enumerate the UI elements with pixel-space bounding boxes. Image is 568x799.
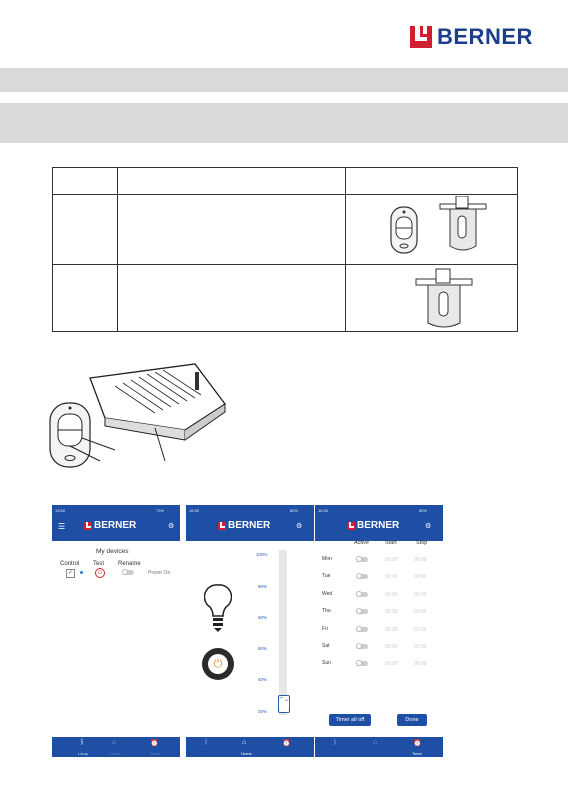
day-label: Sat — [322, 643, 330, 649]
app-header — [315, 505, 443, 541]
settings-gear-icon[interactable]: ⚙ — [168, 523, 175, 530]
day-label: Fri — [322, 625, 328, 632]
level-20: 20% — [258, 709, 268, 714]
brand-mark-icon — [218, 522, 226, 530]
device-illustration — [45, 358, 245, 468]
app-brand — [347, 520, 399, 531]
active-toggle[interactable] — [356, 661, 368, 666]
bluetooth-icon[interactable]: ᛒ — [333, 739, 338, 746]
start-time[interactable]: 00:00 — [385, 591, 398, 598]
rename-toggle[interactable] — [122, 570, 134, 575]
day-label: Sun — [322, 660, 331, 667]
level-60: 60% — [258, 615, 268, 620]
bluetooth-icon[interactable]: ᛒ — [80, 739, 85, 746]
power-button[interactable] — [202, 648, 234, 680]
col-active: Active — [354, 540, 369, 546]
slider-handle[interactable]: ⌃⌄ — [278, 695, 290, 713]
col-rename: Rename — [118, 561, 141, 567]
active-toggle[interactable] — [356, 557, 368, 562]
bottom-nav — [186, 737, 314, 757]
active-toggle[interactable] — [356, 627, 368, 632]
stop-time[interactable]: 00:00 — [414, 609, 427, 616]
bottom-nav — [52, 737, 180, 757]
berner-logo-text: BERNER — [437, 24, 533, 49]
stop-time[interactable]: 00:00 — [414, 591, 427, 598]
model-table — [52, 167, 518, 332]
col-test: Test — [93, 561, 105, 567]
power-icon: ⏻ — [208, 654, 228, 674]
dimmer-slider[interactable] — [279, 550, 287, 715]
stop-time[interactable]: 00:00 — [414, 644, 427, 650]
day-label: Tue — [322, 573, 331, 580]
app-screen-devices — [52, 505, 180, 757]
power-on-label: Power On — [148, 570, 171, 576]
home-icon[interactable]: ⌂ — [242, 739, 247, 746]
alarm-clock-icon[interactable]: ⏰ — [413, 740, 422, 747]
home-icon[interactable]: ⌂ — [373, 739, 378, 746]
berner-logo — [410, 25, 540, 49]
stop-time[interactable]: 00:00 — [414, 557, 427, 563]
day-label: Thu — [322, 608, 331, 615]
status-time: 13:50 — [55, 508, 66, 513]
col-stop: Stop — [416, 540, 428, 546]
home-icon[interactable]: ⌂ — [112, 739, 117, 746]
alarm-clock-icon[interactable]: ⏰ — [282, 740, 291, 747]
bottom-nav — [315, 737, 443, 757]
battery-status: 80% — [290, 508, 299, 513]
nav-timer[interactable]: Timer — [150, 751, 161, 756]
bluetooth-icon[interactable]: ᛒ — [204, 739, 209, 746]
active-toggle[interactable] — [356, 592, 368, 597]
nav-home[interactable]: Home — [110, 751, 121, 756]
level-50: 50% — [258, 646, 268, 651]
level-80: 80% — [258, 584, 268, 589]
remote-control-image — [387, 205, 427, 257]
start-time[interactable]: 00:00 — [385, 661, 398, 668]
app-brand-text: BERNER — [94, 520, 137, 531]
start-time[interactable]: 00:00 — [385, 626, 398, 633]
test-power-button[interactable]: ⏻ — [95, 568, 105, 578]
day-label: Mon — [322, 556, 332, 562]
app-brand — [218, 520, 270, 531]
status-time: 16:30 — [318, 508, 329, 513]
page-title: My devices — [96, 548, 129, 555]
lightbulb-icon — [204, 583, 232, 633]
timer-all-off-button[interactable]: Timer all off — [329, 714, 371, 726]
app-header — [52, 505, 180, 541]
app-brand-text: BERNER — [357, 520, 400, 531]
app-brand — [84, 520, 136, 531]
app-brand-text: BERNER — [228, 520, 271, 531]
start-time[interactable]: 00:00 — [385, 609, 398, 616]
stop-time[interactable]: 00:00 — [414, 574, 427, 581]
level-100: 100% — [256, 552, 268, 557]
receiver-image — [436, 196, 492, 254]
status-time: 16:30 — [189, 508, 200, 513]
nav-lamp[interactable]: Lamp — [78, 751, 89, 756]
start-time[interactable]: 00:00 — [385, 557, 398, 563]
battery-status: 80% — [419, 508, 428, 513]
receiver-image-2 — [412, 267, 478, 331]
battery-status: 73% — [156, 508, 165, 513]
start-time[interactable]: 00:00 — [385, 644, 398, 650]
active-toggle[interactable] — [356, 644, 368, 649]
app-header — [186, 505, 314, 541]
day-label: Wed — [322, 590, 333, 597]
active-toggle[interactable] — [356, 574, 368, 579]
app-screen-lamp — [186, 505, 314, 757]
berner-logo-mark-icon — [410, 26, 432, 48]
section-band-2 — [0, 103, 568, 143]
done-button[interactable]: Done — [397, 714, 427, 726]
col-control: Control — [60, 561, 80, 567]
start-time[interactable]: 00:00 — [385, 574, 398, 581]
app-screen-timer — [315, 505, 443, 757]
settings-gear-icon[interactable]: ⚙ — [425, 523, 432, 530]
settings-gear-icon[interactable]: ⚙ — [296, 523, 303, 530]
status-dot — [80, 571, 83, 574]
nav-timer[interactable]: Timer — [412, 751, 423, 756]
section-band-1 — [0, 68, 568, 92]
control-checkbox[interactable]: ✓ — [67, 570, 74, 576]
stop-time[interactable]: 00:00 — [414, 661, 427, 668]
active-toggle[interactable] — [356, 609, 368, 614]
brand-mark-icon — [347, 522, 355, 530]
nav-home[interactable]: Home — [241, 751, 252, 756]
col-start: Start — [385, 540, 397, 546]
brand-mark-icon — [84, 522, 92, 530]
stop-time[interactable]: 00:00 — [414, 626, 427, 633]
alarm-clock-icon[interactable]: ⏰ — [150, 740, 159, 747]
level-40: 40% — [258, 677, 268, 682]
menu-icon[interactable]: ☰ — [58, 522, 66, 531]
